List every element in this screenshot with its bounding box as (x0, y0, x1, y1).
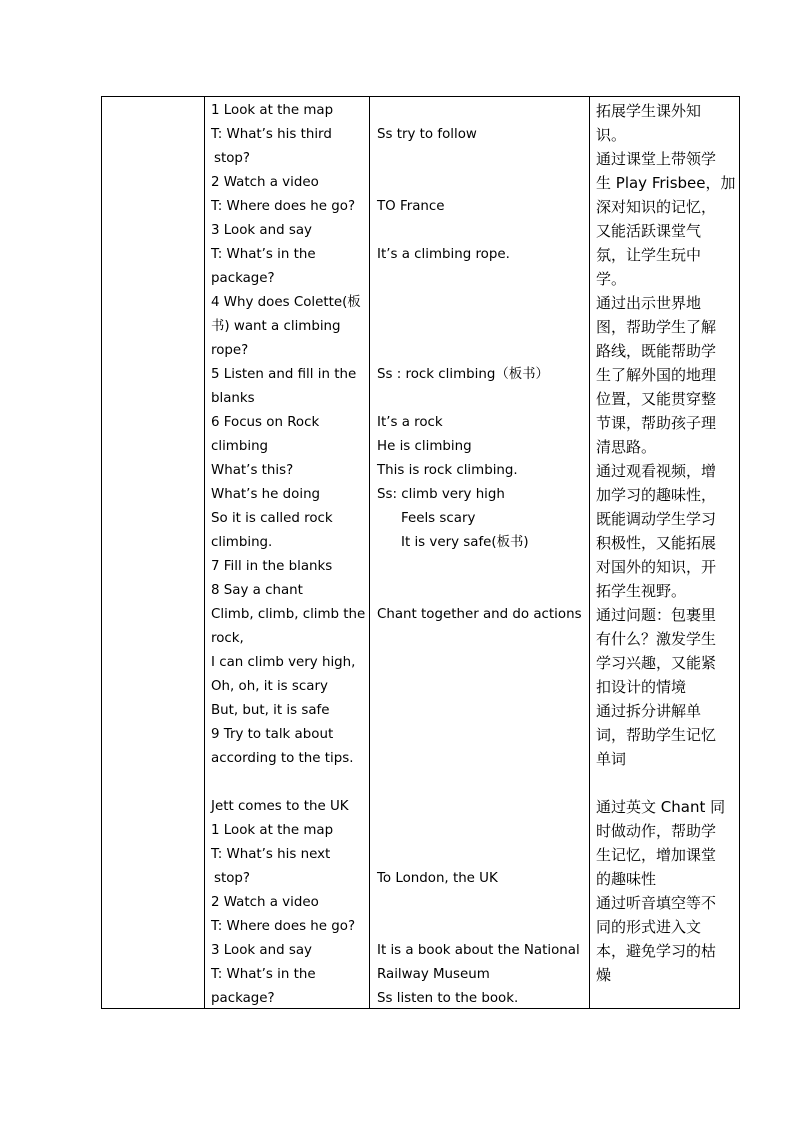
text-line (377, 387, 582, 411)
text-line (377, 819, 582, 843)
text-line: 路线，既能帮助学 (596, 342, 717, 360)
text-line: package? (211, 271, 275, 286)
text-line: 生记忆，增加课堂 (596, 846, 717, 864)
text-line: This is rock climbing. (377, 463, 518, 478)
text-line: 拓展学生课外知 (596, 102, 702, 120)
text-line: Ss listen to the book. (377, 991, 519, 1006)
text-line: stop? (214, 151, 251, 166)
text-line (377, 147, 582, 171)
text-line: blanks (211, 391, 255, 406)
text-line: Feels scary (401, 511, 476, 526)
text-line: What’s this? (211, 463, 294, 478)
text-line: He is climbing (377, 439, 472, 454)
text-line (377, 675, 582, 699)
text-line: T: What’s his third (211, 127, 332, 142)
text-line: T: What’s in the (211, 247, 316, 262)
text-line: But, but, it is safe (211, 703, 330, 718)
column-divider (589, 96, 590, 1009)
text-line: T: Where does he go? (211, 919, 356, 934)
text-line (377, 795, 582, 819)
student-activity-column (377, 99, 582, 1011)
text-line: T: What’s his next (211, 847, 331, 862)
text-line (377, 747, 582, 771)
text-line: 词，帮助学生记忆 (596, 726, 717, 744)
text-line: Chant together and do actions (377, 607, 582, 622)
text-line: 1 Look at the map (211, 103, 334, 118)
text-line (377, 99, 582, 123)
text-line: What’s he doing (211, 487, 321, 502)
text-line (377, 843, 582, 867)
text-line: Ss : rock climbing（板书） (377, 367, 549, 382)
text-line: 位置，又能贯穿整 (596, 390, 717, 408)
text-line: 1 Look at the map (211, 823, 334, 838)
text-line: Oh, oh, it is scary (211, 679, 328, 694)
text-line: Climb, climb, climb the (211, 607, 366, 622)
text-line: 书) want a climbing (211, 319, 341, 334)
column-divider (369, 96, 370, 1009)
text-line: 学习兴趣，又能紧 (596, 654, 717, 672)
text-line: 7 Fill in the blanks (211, 559, 333, 574)
text-line: 3 Look and say (211, 223, 312, 238)
text-line: 4 Why does Colette(板 (211, 295, 361, 310)
text-line: 通过拆分讲解单 (596, 702, 702, 720)
text-line: stop? (214, 871, 251, 886)
text-line: It’s a rock (377, 415, 443, 430)
text-line (377, 267, 582, 291)
text-line: 3 Look and say (211, 943, 312, 958)
text-line: climbing (211, 439, 269, 454)
text-line: 8 Say a chant (211, 583, 303, 598)
text-line (377, 723, 582, 747)
text-line (377, 771, 582, 795)
text-line: 生 Play Frisbee，加 (596, 174, 736, 192)
text-line: 深对知识的记忆， (596, 198, 717, 216)
text-line: 燥 (596, 966, 612, 984)
text-line: Ss: climb very high (377, 487, 505, 502)
text-line (377, 315, 582, 339)
text-line: It’s a climbing rope. (377, 247, 510, 262)
text-line: 2 Watch a video (211, 895, 319, 910)
text-line: 同的形式进入文 (596, 918, 702, 936)
text-line (377, 219, 582, 243)
text-line: 的趣味性 (596, 870, 657, 888)
text-line: 时做动作，帮助学 (596, 822, 717, 840)
text-line: 9 Try to talk about (211, 727, 334, 742)
text-line: 生了解外国的地理 (596, 366, 717, 384)
text-line: T: What’s in the (211, 967, 316, 982)
text-line: 学。 (596, 270, 627, 288)
text-line: 对国外的知识，开 (596, 558, 717, 576)
text-line (377, 339, 582, 363)
text-line: 通过课堂上带领学 (596, 150, 717, 168)
text-line: Railway Museum (377, 967, 490, 982)
text-line: 拓学生视野。 (596, 582, 687, 600)
text-line: 图，帮助学生了解 (596, 318, 717, 336)
text-line: 有什么？激发学生 (596, 630, 717, 648)
teaching-steps-column (211, 99, 366, 1011)
text-line (377, 291, 582, 315)
text-line (377, 579, 582, 603)
text-line: 既能调动学生学习 (596, 510, 717, 528)
text-line: It is very safe(板书) (401, 535, 529, 550)
text-line: rope? (211, 343, 249, 358)
text-line: 积极性，又能拓展 (596, 534, 717, 552)
text-line: Ss try to follow (377, 127, 477, 142)
text-line: I can climb very high, (211, 655, 356, 670)
text-line (377, 627, 582, 651)
text-line: It is a book about the National (377, 943, 580, 958)
text-line: 清思路。 (596, 438, 657, 456)
text-line: 节课，帮助孩子理 (596, 414, 717, 432)
text-line: TO France (377, 199, 445, 214)
text-line: climbing. (211, 535, 273, 550)
text-line: T: Where does he go? (211, 199, 356, 214)
text-line: 2 Watch a video (211, 175, 319, 190)
text-line (377, 555, 582, 579)
text-line: package? (211, 991, 275, 1006)
text-line (377, 699, 582, 723)
design-intent-column (596, 99, 734, 987)
text-line: 又能活跃课堂气 (596, 222, 702, 240)
text-line (377, 171, 582, 195)
text-line (377, 891, 582, 915)
text-line: 5 Listen and fill in the (211, 367, 357, 382)
text-line (596, 771, 734, 795)
text-line: So it is called rock (211, 511, 333, 526)
text-line: 通过问题：包裹里 (596, 606, 717, 624)
text-line: 通过观看视频，增 (596, 462, 717, 480)
text-line (211, 771, 366, 795)
text-line: 单词 (596, 750, 627, 768)
column-divider (204, 96, 205, 1009)
text-line: 本，避免学习的枯 (596, 942, 717, 960)
text-line: 加学习的趣味性， (596, 486, 717, 504)
text-line: Jett comes to the UK (211, 799, 349, 814)
text-line: 通过听音填空等不 (596, 894, 717, 912)
text-line: 识。 (596, 126, 627, 144)
text-line: 氛，让学生玩中 (596, 246, 702, 264)
text-line: To London, the UK (377, 871, 498, 886)
text-line: rock, (211, 631, 244, 646)
text-line (377, 651, 582, 675)
text-line: according to the tips. (211, 751, 354, 766)
text-line: 扣设计的情境 (596, 678, 687, 696)
text-line: 通过出示世界地 (596, 294, 702, 312)
text-line: 通过英文 Chant 同 (596, 798, 726, 816)
text-line: 6 Focus on Rock (211, 415, 320, 430)
text-line (377, 915, 582, 939)
